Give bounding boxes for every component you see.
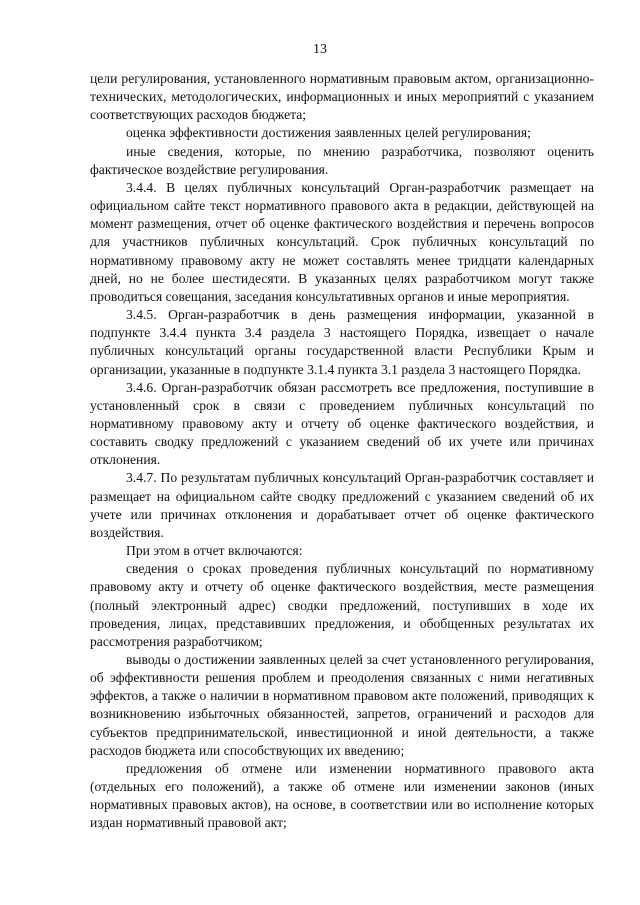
paragraph-report-includes: При этом в отчет включаются: [126, 543, 303, 559]
paragraph-proposals: предложения об отмене или изменении нормативного правового акта (отдельных его положений), а также об отмене или изменении законов (иных нормативных правовых актов), на основе, в соответствии или во исполнение которых издан нормативный правовой акт; [90, 760, 594, 831]
page-number: 13 [313, 42, 327, 57]
paragraph-efficiency-assessment: оценка эффективности достижения заявленных целей регулирования; [126, 125, 531, 141]
paragraph-3-4-5: 3.4.5. Орган-разработчик в день размещения информации, указанной в подпункте 3.4.4 пункта 3.4 раздела 3 настоящего Порядка, извещает о начале публичных консультаций органы государственной власти Республики Крым и организации, указанные в подпункте 3.1.4 пункта 3.1 раздела 3 настоящего Порядка. [90, 307, 594, 377]
paragraph-conclusions: выводы о достижении заявленных целей за счет установленного регулирования, об эффективности решения проблем и преодоления связанных с ними негативных эффектов, а также о наличии в нормативном правовом акте положений, приводящих к возникновению избыточных обязанностей, запретов, ограничений и расходов для субъектов предпринимательской, инвестиционной и иной деятельности, а также расходов бюджета или способствующих их введению; [90, 652, 594, 758]
paragraph-3-4-7: 3.4.7. По результатам публичных консультаций Орган-разработчик составляет и размещает на официальном сайте сводку предложений с указанием сведений об их учете или причинах отклонения и дорабатывает отчет об оценке фактического воздействия. [90, 470, 594, 540]
document-body [90, 70, 594, 833]
paragraph-3-4-6: 3.4.6. Орган-разработчик обязан рассмотреть все предложения, поступившие в установленный срок в связи с проведением публичных консультаций по нормативному правовому акту и отчету об оценке фактического воздействия, и составить сводку предложений с указанием сведений об их учете или причинах отклонения. [90, 379, 594, 468]
paragraph-3-4-4: 3.4.4. В целях публичных консультаций Орган-разработчик размещает на официальном сайте текст нормативного правового акта в редакции, действующей на момент размещения, отчет об оценке фактического воздействия и перечень вопросов для участников публичных консультаций. Срок публичных консультаций по нормативному правовому акту не может составлять менее тридцати календарных дней, но не более шестидесяти. В указанных целях разработчиком могут также проводиться совещания, заседания консультативных органов и иные мероприятия. [90, 179, 594, 304]
paragraph-other-info: иные сведения, которые, по мнению разработчика, позволяют оценить фактическое воздействие регулирования. [90, 143, 594, 177]
paragraph-consultation-info: сведения о сроках проведения публичных консультаций по нормативному правовому акту и отчету об оценке фактического воздействия, месте размещения (полный электронный адрес) сводки предложений, поступивших в ходе их проведения, лицах, представивших предложения, и обобщенных результатах их рассмотрения разработчиком; [90, 561, 594, 649]
paragraph-continuation-goals: цели регулирования, установленного нормативным правовым актом, организационно-технических, методологических, информационных и иных мероприятий с указанием соответствующих расходов бюджета; [90, 71, 594, 123]
